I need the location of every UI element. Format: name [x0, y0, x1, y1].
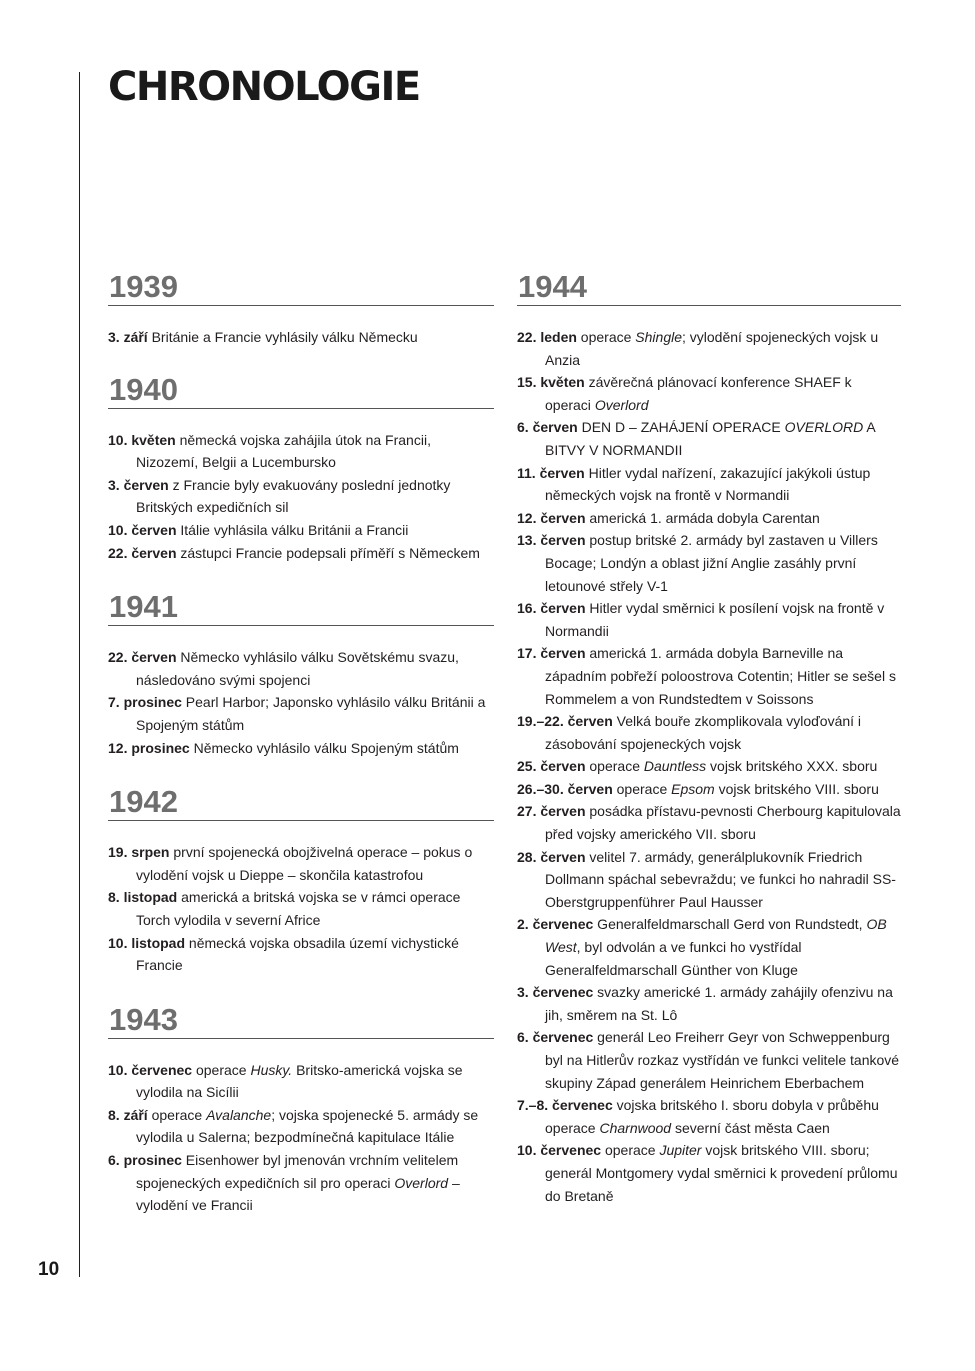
- entry-text: americká a britská vojska se v rámci operace Torch vylodila v severní Africe: [136, 889, 461, 928]
- chronology-entry: [517, 913, 901, 981]
- chronology-entry: [108, 429, 494, 474]
- entry-text: operace: [585, 758, 644, 775]
- entry-text: operace: [576, 329, 636, 345]
- entry-list: [108, 1039, 494, 1217]
- entry-date: 13. červen: [517, 532, 586, 549]
- entry-list: [517, 306, 901, 1207]
- entry-date: 19.–22. červen: [517, 713, 613, 730]
- entry-text: závěrečná plánovací konference SHAEF k operaci: [545, 374, 852, 413]
- entry-date: 6. červen: [517, 419, 578, 436]
- chronology-entry: [108, 646, 494, 691]
- entry-text: Hitler vydal směrnici k posílení vojsk na frontě v Normandii: [545, 600, 885, 639]
- entry-text: operace: [601, 1142, 660, 1159]
- entry-date: 10. listopad: [108, 934, 186, 951]
- entry-list: [108, 626, 494, 759]
- entry-date: 12. červen: [517, 509, 586, 526]
- entry-text: první spojenecká obojživelná operace – pokus o vylodění vojsk u Dieppe – skončila katastrofou: [136, 844, 473, 883]
- entry-text: Eisenhower byl jmenován vrchním velitelem spojeneckých expedičních sil pro operaci: [136, 1152, 459, 1191]
- entry-text: postup britské 2. armády byl zastaven u Villers Bocage; Londýn a oblast jižní Anglie zasáhly první letounové střely V-1: [545, 532, 878, 594]
- chronology-entry: [517, 755, 901, 778]
- entry-text: Hitler vydal nařízení, zakazující jakýkoli ústup německých vojsk na frontě v Normandii: [545, 464, 871, 504]
- entry-italic-text: Overlord: [394, 1174, 449, 1191]
- chronology-entry: [108, 326, 494, 349]
- entry-date: 10. červenec: [517, 1142, 602, 1159]
- chronology-entry: [517, 981, 901, 1026]
- entry-date: 27. červen: [517, 803, 586, 820]
- year-heading: 1942: [108, 783, 494, 821]
- entry-text: Itálie vyhlásila válku Británii a Francii: [176, 521, 409, 538]
- year-heading: 1939: [108, 268, 494, 306]
- entry-text: Německo vyhlásilo válku Spojeným státům: [189, 739, 459, 756]
- entry-text: operace: [192, 1061, 251, 1078]
- entry-date: 8. listopad: [108, 889, 178, 906]
- entry-text: Británie a Francie vyhlásily válku Německu: [147, 329, 418, 345]
- chronology-entry: [517, 1026, 901, 1094]
- entry-text: německá vojska obsadila území vichystické Francie: [136, 934, 459, 974]
- entry-italic-text: Shingle: [635, 329, 682, 345]
- entry-italic-text: Epsom: [671, 780, 715, 797]
- entry-date: 2. červenec: [517, 916, 594, 933]
- right-column: [517, 268, 901, 1207]
- entry-text: severní část města Caen: [671, 1119, 830, 1136]
- entry-text: operace: [147, 1106, 207, 1123]
- chronology-entry: [517, 507, 901, 530]
- entry-date: 7. prosinec: [108, 694, 182, 711]
- chronology-entry: [517, 710, 901, 755]
- page-number: 10: [38, 1259, 60, 1280]
- chronology-entry: [108, 1149, 494, 1217]
- entry-italic-text: Avalanche: [206, 1106, 272, 1123]
- entry-date: 22. leden: [517, 329, 577, 345]
- chronology-entry: [517, 1139, 901, 1207]
- entry-text: ; vylodění spojeneckých vojsk u Anzia: [545, 329, 879, 368]
- chronology-entry: [108, 1059, 494, 1104]
- year-section-1943: [108, 1001, 494, 1217]
- entry-text: americká 1. armáda dobyla Carentan: [585, 509, 820, 526]
- entry-text: Velká bouře zkomplikovala vyloďování i zásobování spojeneckých vojsk: [545, 713, 862, 752]
- entry-italic-text: Dauntless: [643, 758, 707, 775]
- chronology-entry: [108, 691, 494, 736]
- entry-text: generál Leo Freiherr Geyr von Schweppenburg byl na Hitlerův rozkaz vystřídán ve funkci velitele tankové skupiny Západ generálem Heinrichem Eberbachem: [545, 1029, 900, 1091]
- chronology-entry: [517, 1094, 901, 1139]
- chronology-entry: [517, 642, 901, 710]
- entry-date: 7.–8. červenec: [517, 1097, 613, 1114]
- entry-date: 6. červenec: [517, 1029, 594, 1046]
- entry-text: vojsk britského VIII. sboru: [714, 780, 879, 797]
- page-title: CHRONOLOGIE: [108, 64, 420, 110]
- entry-italic-text: Husky.: [250, 1061, 293, 1078]
- entry-italic-text: Charnwood: [599, 1119, 672, 1136]
- chronology-entry: [517, 371, 901, 416]
- entry-text: – vylodění ve Francii: [136, 1174, 460, 1214]
- year-heading: 1944: [517, 268, 901, 306]
- entry-italic-text: Jupiter: [659, 1142, 702, 1159]
- entry-text: vojsk britského XXX. sboru: [706, 758, 878, 775]
- entry-date: 17. červen: [517, 645, 586, 662]
- year-heading: 1940: [108, 371, 494, 409]
- entry-date: 12. prosinec: [108, 739, 190, 756]
- entry-text: z Francie byly evakuovány poslední jednotky Britských expedičních sil: [136, 476, 451, 516]
- entry-text: DEN D – ZAHÁJENÍ OPERACE: [577, 419, 785, 436]
- chronology-entry: [108, 1104, 494, 1149]
- entry-text: Pearl Harbor; Japonsko vyhlásilo válku Británii a Spojeným státům: [136, 694, 486, 733]
- chronology-entry: [517, 416, 901, 461]
- chronology-entry: [517, 597, 901, 642]
- chronology-entry: [108, 932, 494, 977]
- chronology-entry: [108, 737, 494, 760]
- year-heading: 1943: [108, 1001, 494, 1039]
- entry-date: 6. prosinec: [108, 1152, 182, 1169]
- chronology-entry: [517, 529, 901, 597]
- year-section-1941: [108, 588, 494, 759]
- entry-list: [108, 409, 494, 565]
- chronology-entry: [108, 474, 494, 519]
- chronology-entry: [108, 519, 494, 542]
- year-section-1940: [108, 371, 494, 565]
- year-section-1939: [108, 268, 494, 349]
- entry-text: Generalfeldmarschall Gerd von Rundstedt,: [593, 916, 867, 933]
- entry-italic-text: Overlord: [594, 396, 649, 413]
- entry-date: 3. červenec: [517, 984, 594, 1001]
- entry-text: americká 1. armáda dobyla Barneville na západním pobřeží poloostrova Cotentin; Hitler se sešel s Rommelem a von Rundstedtem v Soissons: [545, 645, 896, 707]
- entry-date: 26.–30. červen: [517, 780, 613, 797]
- chronology-entry: [517, 326, 901, 371]
- entry-date: 10. květen: [108, 431, 176, 448]
- entry-text: posádka přístavu-pevnosti Cherbourg kapitulovala před vojsky amerického VII. sboru: [545, 803, 901, 843]
- entry-date: 10. červen: [108, 521, 177, 538]
- chronology-entry: [108, 542, 494, 565]
- entry-date: 8. září: [108, 1106, 148, 1123]
- entry-italic-text: OB West: [545, 916, 887, 956]
- entry-text: velitel 7. armády, generálplukovník Friedrich Dollmann spáchal sebevraždu; ve funkci ho nahradil SS-Oberstgruppenführer Paul Hausser: [545, 848, 896, 910]
- entry-date: 3. červen: [108, 476, 169, 493]
- entry-text: Německo vyhlásilo válku Sovětskému svazu, následováno svými spojenci: [136, 649, 459, 688]
- entry-text: operace: [612, 780, 672, 797]
- entry-date: 3. září: [108, 329, 148, 345]
- chronology-entry: [517, 846, 901, 914]
- year-section-1942: [108, 783, 494, 977]
- entry-text: svazky americké 1. armády zahájily ofenzivu na jih, směrem na St. Lô: [545, 984, 893, 1023]
- chronology-entry: [517, 778, 901, 801]
- entry-text: vojska britského I. sboru dobyla v průběhu operace: [545, 1097, 879, 1136]
- entry-italic-text: OVERLORD: [784, 419, 864, 436]
- entry-date: 25. červen: [517, 758, 586, 775]
- margin-rule: [79, 72, 80, 1277]
- entry-text: , byl odvolán a ve funkci ho vystřídal Generalfeldmarschall Günther von Kluge: [545, 939, 802, 978]
- entry-date: 11. červen: [517, 464, 585, 481]
- chronology-entry: [108, 886, 494, 931]
- entry-date: 28. červen: [517, 848, 586, 865]
- chronology-entry: [108, 841, 494, 886]
- entry-text: A BITVY V NORMANDII: [545, 419, 875, 458]
- entry-date: 19. srpen: [108, 844, 170, 861]
- chronology-entry: [517, 462, 901, 507]
- year-section-1944: [517, 268, 901, 1207]
- chronology-entry: [517, 800, 901, 845]
- entry-text: německá vojska zahájila útok na Francii, Nizozemí, Belgii a Lucembursko: [136, 431, 431, 471]
- entry-date: 22. červen: [108, 544, 177, 561]
- entry-date: 22. červen: [108, 649, 177, 666]
- entry-date: 16. červen: [517, 600, 586, 617]
- entry-text: Britsko-americká vojska se vylodila na Sicílii: [136, 1061, 463, 1101]
- year-heading: 1941: [108, 588, 494, 626]
- entry-text: vojsk britského VIII. sboru; generál Montgomery vydal směrnici k provedení průlomu do Bretaně: [545, 1142, 898, 1204]
- entry-text: zástupci Francie podepsali příměří s Německem: [176, 544, 480, 561]
- left-column: [108, 268, 494, 1217]
- entry-list: [108, 306, 494, 349]
- entry-date: 10. červenec: [108, 1061, 193, 1078]
- entry-text: ; vojska spojenecké 5. armády se vylodila u Salerna; bezpodmínečná kapitulace Itálie: [136, 1106, 479, 1146]
- entry-list: [108, 821, 494, 977]
- entry-date: 15. květen: [517, 374, 585, 391]
